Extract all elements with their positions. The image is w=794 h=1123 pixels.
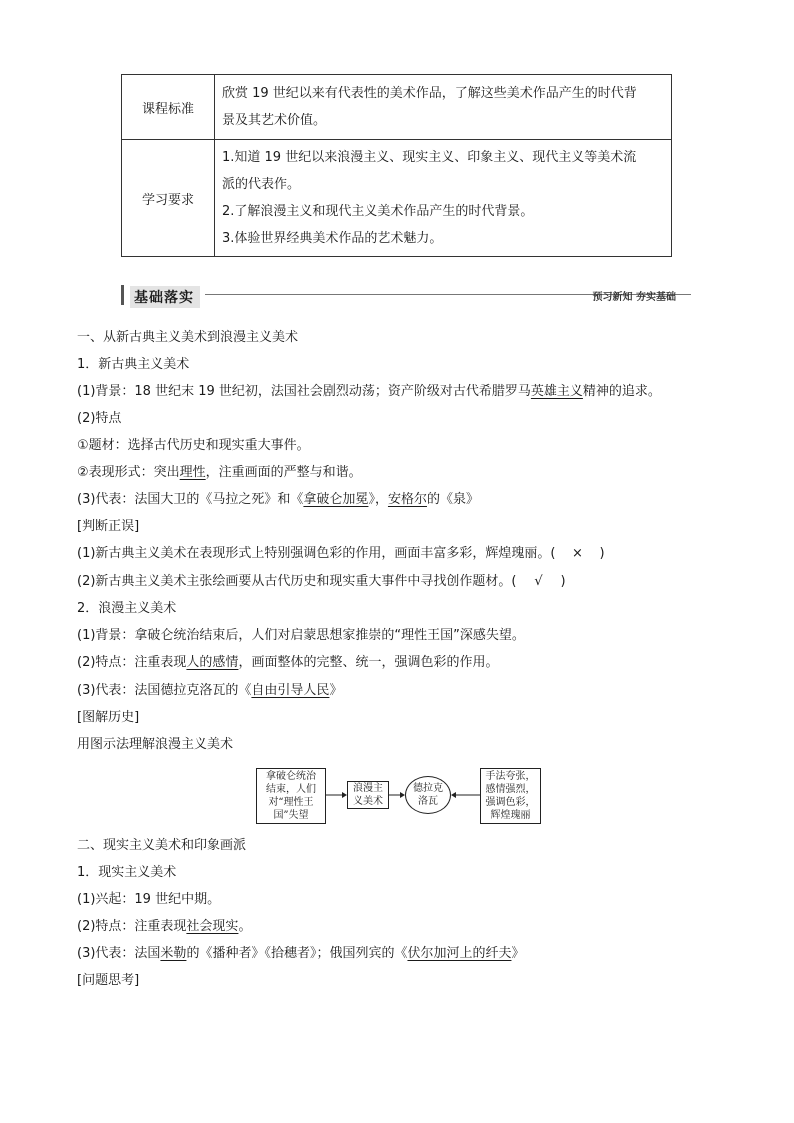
table-text-line: 1.知道 19 世纪以来浪漫主义、现实主义、印象主义、现代主义等美术流 [222,150,637,165]
section-heading: 二、现实主义美术和印象画派 [77,838,247,853]
underlined-answer: 伏尔加河上的纤夫 [407,946,512,961]
table-row [122,140,672,257]
text-segment: (3)代表：法国大卫的《马拉之死》和《 [77,492,304,507]
diagram-text: 拿破仑统治 [266,771,316,782]
text-line: (2)特点 [77,411,122,426]
text-line: ①题材：选择古代历史和现实重大事件。 [77,438,310,453]
text-line [77,464,362,482]
characteristics-box [480,768,541,824]
answer-mark: √ [534,574,543,589]
table-row [122,75,672,140]
subsection-heading: 2．浪漫主义美术 [77,601,177,616]
section-banner [121,285,676,305]
banner-subtitle: 预习新知 夯实基础 [592,292,676,303]
diagram-text: 结束，人们 [266,784,316,795]
banner-title: 基础落实 [130,286,200,308]
text-segment: (2)特点：注重表现 [77,655,187,670]
text-line [77,682,342,700]
underlined-answer: 拿破仑加冕 [303,492,369,507]
subsection-heading: 1．现实主义美术 [77,865,177,880]
text-segment: 》， [368,492,388,507]
table-text-line: 3.体验世界经典美术作品的艺术魅力。 [222,231,443,246]
text-line: 用图示法理解浪漫主义美术 [77,737,234,752]
text-segment: 的《泉》 [426,492,479,507]
row-heading-learning-requirements: 学习要求 [122,140,215,257]
banner-accent-bar [121,285,124,305]
text-segment: (3)代表：法国德拉克洛瓦的《 [77,683,252,698]
section-heading: 一、从新古典主义美术到浪漫主义美术 [77,330,299,345]
diagram-text: 义美术 [353,796,383,807]
text-line [77,654,498,672]
diagram-text: 强调色彩， [485,797,536,808]
text-segment: ，注重画面的严整与和谐。 [205,465,362,480]
underlined-answer: 人的感情 [186,655,239,670]
movement-box [347,781,389,809]
romanticism-flow-diagram [256,765,541,827]
diagram-text: 对“理性王 [268,797,314,808]
underlined-answer: 自由引导人民 [251,683,330,698]
row-heading-curriculum-standard: 课程标准 [122,75,215,140]
arrow-head [451,792,456,798]
diagram-text: 国”失望 [273,810,309,821]
underlined-answer: 安格尔 [387,492,427,507]
text-line [77,491,479,509]
table-text-line: 派的代表作。 [222,177,301,192]
table-text-line: 2.了解浪漫主义和现代主义美术作品产生的时代背景。 [222,204,534,219]
diagram-text: 德拉克 [413,783,443,794]
text-segment: (2)特点：注重表现 [77,919,187,934]
text-line: (1)兴起：19 世纪中期。 [77,892,221,907]
text-line [77,918,251,936]
underlined-answer: 理性 [179,465,206,480]
text-segment: 精神的追求。 [582,384,661,399]
text-segment: (1)背景：18 世纪末 19 世纪初，法国社会剧烈动荡；资产阶级对古代希腊罗马 [77,384,531,399]
question-text: (2)新古典主义美术主张绘画要从古代历史和现实重大事件中寻找创作题材。( [77,574,517,589]
table-text-line: 欣赏 19 世纪以来有代表性的美术作品，了解这些美术作品产生的时代背 [222,86,637,101]
diagram-text: 感情强烈， [485,784,536,795]
text-segment: ，画面整体的完整、统一，强调色彩的作用。 [238,655,499,670]
text-segment: (3)代表：法国 [77,946,161,961]
text-line [77,383,661,401]
text-segment: ②表现形式：突出 [77,465,180,480]
row-content-curriculum-standard [215,75,672,140]
diagram-text: 辉煌瑰丽 [490,810,531,821]
underlined-answer: 英雄主义 [530,384,583,399]
exercise-heading-question: [问题思考] [77,973,140,988]
table-text-line: 景及其艺术价值。 [222,113,327,128]
text-line: (1)背景：拿破仑统治结束后，人们对启蒙思想家推崇的“理性王国”深感失望。 [77,628,525,643]
answer-mark: × [572,546,583,561]
diagram-text: 浪漫主 [353,783,383,794]
subsection-heading: 1．新古典主义美术 [77,357,190,372]
question-close: ) [599,546,605,561]
text-segment: 》 [329,683,343,698]
row-content-learning-requirements [215,140,672,257]
diagram-text: 洛瓦 [418,796,438,807]
question-close: ) [560,574,566,589]
judgement-item [77,545,605,563]
underlined-answer: 米勒 [160,946,187,961]
diagram-text: 手法夸张， [485,771,536,782]
text-line [77,945,524,963]
artist-ellipse [405,776,451,814]
text-segment: 》 [511,946,525,961]
underlined-answer: 社会现实 [186,919,239,934]
question-text: (1)新古典主义美术在表现形式上特别强调色彩的作用，画面丰富多彩，辉煌瑰丽。( [77,546,556,561]
exercise-heading-judgement: [判断正误] [77,519,140,534]
cause-box [256,768,326,824]
judgement-item [77,573,566,591]
text-segment: 。 [238,919,252,934]
exercise-heading-illustrated: [图解历史] [77,710,140,725]
curriculum-standards-table [121,74,672,257]
text-segment: 的《播种者》《拾穗者》；俄国列宾的《 [186,946,408,961]
